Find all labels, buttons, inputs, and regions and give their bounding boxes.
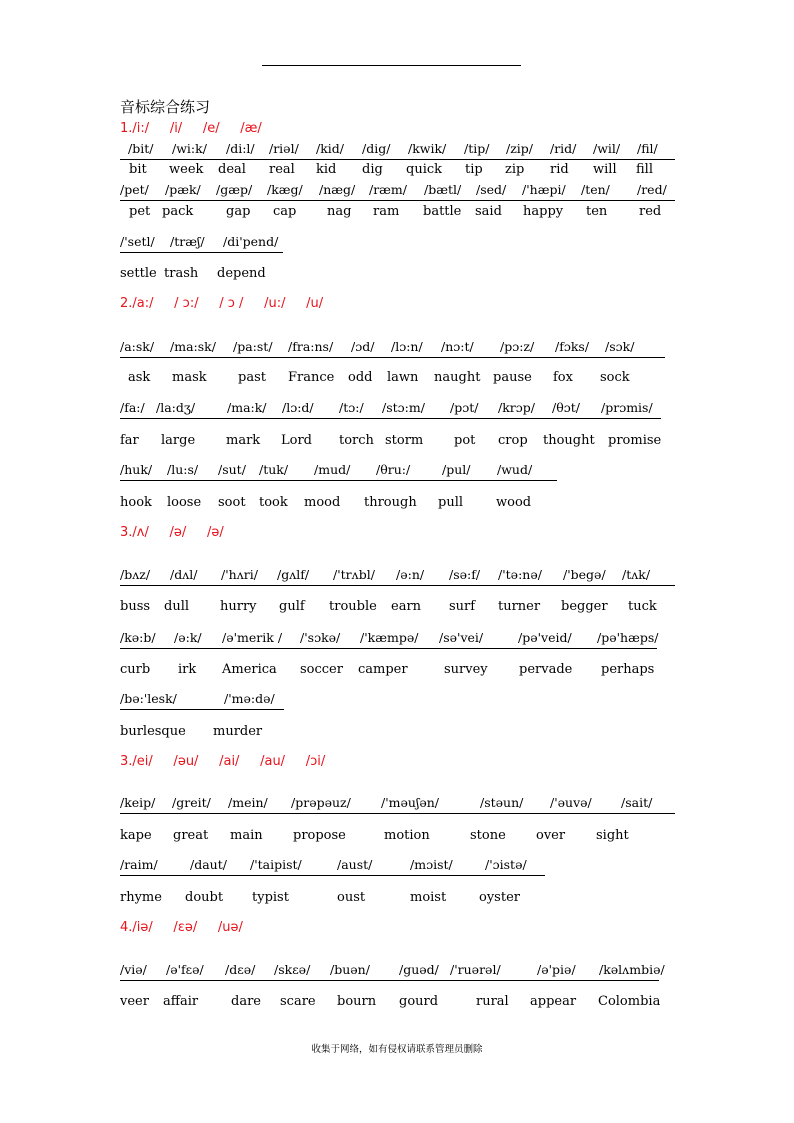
practice-word: naught (434, 370, 481, 385)
section-heading: 2./a:/ / ɔ:/ / ɔ / /u:/ /u/ (120, 296, 324, 311)
phonetic-transcription: /sed/ (476, 182, 507, 197)
phonetic-transcription: /stɔ:m/ (382, 400, 425, 415)
practice-word: burlesque (120, 724, 186, 739)
practice-word: hook (120, 495, 152, 510)
practice-word: pot (454, 433, 476, 448)
phonetic-transcription: /keip/ (120, 795, 156, 810)
phonetic-transcription: /sɔk/ (605, 339, 635, 354)
phonetic-transcription: /tɔ:/ (339, 400, 364, 415)
practice-word: lawn (387, 370, 419, 385)
practice-word: mood (304, 495, 341, 510)
phonetic-transcription: /di:l/ (226, 141, 255, 156)
practice-word: trash (164, 266, 199, 281)
practice-word: gulf (279, 599, 305, 614)
phonetic-row (120, 693, 284, 710)
practice-word: stone (470, 828, 506, 843)
phonetic-transcription: /stəun/ (480, 795, 524, 810)
phonetic-transcription: /'məuʃən/ (381, 795, 440, 810)
word-row (120, 600, 675, 616)
word-row (120, 663, 661, 679)
practice-word: doubt (185, 890, 224, 905)
phonetic-transcription: /'trʌbl/ (333, 567, 375, 582)
practice-word: murder (213, 724, 263, 739)
practice-word: America (222, 662, 277, 677)
phonetic-row (120, 402, 661, 419)
phonetic-transcription: /pɔ:z/ (500, 339, 535, 354)
phonetic-transcription: /fil/ (637, 141, 658, 156)
word-row (120, 163, 675, 179)
practice-word: bit (129, 162, 147, 177)
section-heading: 3./ʌ/ /ə/ /ə/ (120, 525, 224, 540)
practice-word: gourd (399, 994, 439, 1009)
phonetic-transcription: /tip/ (464, 141, 490, 156)
practice-word: gap (226, 204, 251, 219)
practice-word: ask (128, 370, 151, 385)
phonetic-transcription: /'hʌri/ (221, 567, 258, 582)
phonetic-transcription: /buən/ (330, 962, 370, 977)
practice-word: begger (561, 599, 608, 614)
practice-word: storm (385, 433, 424, 448)
practice-word: Colombia (598, 994, 661, 1009)
phonetic-transcription: /dig/ (362, 141, 391, 156)
phonetic-transcription: /ræm/ (369, 182, 408, 197)
practice-word: quick (406, 162, 443, 177)
phonetic-transcription: /wud/ (497, 462, 533, 477)
phonetic-transcription: /kid/ (316, 141, 344, 156)
phonetic-transcription: /nɔ:t/ (441, 339, 474, 354)
phonetic-transcription: /kəlʌmbiə/ (599, 962, 665, 977)
practice-word: dare (231, 994, 261, 1009)
practice-word: odd (348, 370, 373, 385)
phonetic-transcription: /træʃ/ (170, 234, 205, 249)
practice-word: tuck (628, 599, 657, 614)
page-title: 音标综合练习 (120, 98, 211, 116)
practice-word: said (475, 204, 502, 219)
phonetic-transcription: /bit/ (128, 141, 154, 156)
practice-word: surf (449, 599, 476, 614)
practice-word: red (639, 204, 662, 219)
practice-word: sight (596, 828, 629, 843)
phonetic-transcription: /pul/ (442, 462, 471, 477)
phonetic-transcription: /kə:b/ (120, 630, 156, 645)
practice-word: bourn (337, 994, 377, 1009)
phonetic-transcription: /tuk/ (259, 462, 289, 477)
phonetic-transcription: /dɛə/ (225, 962, 256, 977)
phonetic-transcription: /gæp/ (216, 182, 253, 197)
practice-word: rid (550, 162, 569, 177)
phonetic-transcription: /mud/ (314, 462, 351, 477)
phonetic-transcription: /la:dʒ/ (156, 400, 196, 415)
phonetic-transcription: /ə:k/ (174, 630, 202, 645)
phonetic-transcription: /viə/ (120, 962, 147, 977)
phonetic-transcription: /ma:sk/ (170, 339, 216, 354)
practice-word: typist (252, 890, 289, 905)
practice-word: oyster (479, 890, 520, 905)
phonetic-transcription: /fra:ns/ (288, 339, 334, 354)
phonetic-transcription: /kæg/ (267, 182, 303, 197)
practice-word: dig (362, 162, 383, 177)
phonetic-transcription: /sut/ (218, 462, 246, 477)
practice-word: turner (498, 599, 541, 614)
word-row (120, 829, 656, 845)
phonetic-transcription: /red/ (637, 182, 667, 197)
practice-word: hurry (220, 599, 257, 614)
practice-word: propose (293, 828, 346, 843)
practice-word: ten (586, 204, 608, 219)
phonetic-transcription: /pə'hæps/ (597, 630, 659, 645)
practice-word: pervade (519, 662, 573, 677)
practice-word: earn (391, 599, 422, 614)
phonetic-row (120, 962, 665, 981)
phonetic-transcription: /'ɔistə/ (485, 857, 527, 872)
phonetic-transcription: /sə'vei/ (439, 630, 484, 645)
practice-word: torch (339, 433, 374, 448)
practice-word: great (173, 828, 209, 843)
practice-word: pet (129, 204, 151, 219)
practice-word: mask (172, 370, 207, 385)
phonetic-transcription: /di'pend/ (223, 234, 279, 249)
practice-word: crop (498, 433, 528, 448)
practice-word: rural (476, 994, 509, 1009)
practice-word: fox (553, 370, 573, 385)
phonetic-transcription: /pæk/ (165, 182, 201, 197)
practice-word: soccer (300, 662, 343, 677)
phonetic-transcription: /fɔks/ (555, 339, 590, 354)
phonetic-transcription: /a:sk/ (120, 339, 155, 354)
phonetic-row (120, 797, 675, 814)
phonetic-transcription: /lɔ:d/ (282, 400, 314, 415)
phonetic-transcription: /prɔmis/ (601, 400, 653, 415)
top-rule (262, 65, 521, 66)
practice-word: battle (423, 204, 462, 219)
phonetic-transcription: /'mə:də/ (224, 691, 275, 706)
word-row (120, 434, 668, 450)
phonetic-transcription: /krɔp/ (498, 400, 535, 415)
phonetic-transcription: /pɔt/ (450, 400, 479, 415)
practice-word: survey (444, 662, 488, 677)
practice-word: fill (636, 162, 653, 177)
practice-word: Lord (281, 433, 312, 448)
practice-word: promise (608, 433, 662, 448)
practice-word: veer (120, 994, 149, 1009)
phonetic-row (120, 236, 283, 253)
phonetic-transcription: /kwik/ (408, 141, 447, 156)
phonetic-transcription: /θru:/ (376, 462, 411, 477)
phonetic-transcription: /'begə/ (563, 567, 606, 582)
practice-word: real (269, 162, 295, 177)
phonetic-transcription: /ə'merik / (222, 630, 283, 645)
phonetic-row (120, 464, 557, 481)
practice-word: thought (543, 433, 595, 448)
section-heading: 4./iə/ /ɛə/ /uə/ (120, 920, 243, 935)
page-footer: 收集于网络，如有侵权请联系管理员删除 (311, 1044, 483, 1055)
practice-word: zip (505, 162, 525, 177)
phonetic-transcription: /pə'veid/ (518, 630, 572, 645)
practice-word: oust (337, 890, 366, 905)
section-heading: 3./ei/ /əu/ /ai/ /au/ /ɔi/ (120, 754, 326, 769)
phonetic-transcription: /lɔ:n/ (391, 339, 423, 354)
phonetic-transcription: /næg/ (319, 182, 356, 197)
phonetic-transcription: /sə:f/ (449, 567, 481, 582)
phonetic-row (120, 859, 545, 876)
phonetic-transcription: /aust/ (337, 857, 373, 872)
practice-word: irk (178, 662, 197, 677)
practice-word: took (259, 495, 288, 510)
practice-word: trouble (329, 599, 377, 614)
practice-word: motion (384, 828, 430, 843)
practice-word: through (364, 495, 417, 510)
practice-word: far (120, 433, 139, 448)
phonetic-transcription: /bə:'lesk/ (120, 691, 177, 706)
practice-word: large (161, 433, 196, 448)
practice-word: appear (530, 994, 577, 1009)
phonetic-transcription: /'tə:nə/ (498, 567, 542, 582)
phonetic-transcription: /raim/ (120, 857, 158, 872)
practice-word: France (288, 370, 335, 385)
phonetic-transcription: /'hæpi/ (522, 182, 566, 197)
practice-word: kid (316, 162, 337, 177)
phonetic-transcription: /'sɔkə/ (300, 630, 341, 645)
practice-word: mark (226, 433, 261, 448)
practice-word: nag (327, 204, 352, 219)
phonetic-transcription: /greit/ (172, 795, 211, 810)
phonetic-transcription: /'ruərəl/ (450, 962, 501, 977)
phonetic-transcription: /'taipist/ (250, 857, 302, 872)
practice-word: deal (218, 162, 246, 177)
practice-word: pause (493, 370, 532, 385)
phonetic-transcription: /'kæmpə/ (360, 630, 419, 645)
phonetic-transcription: /huk/ (120, 462, 153, 477)
phonetic-row (120, 632, 657, 649)
phonetic-row (120, 569, 675, 586)
phonetic-transcription: /daut/ (190, 857, 227, 872)
phonetic-transcription: /wi:k/ (172, 141, 207, 156)
phonetic-transcription: /zip/ (506, 141, 534, 156)
word-row (120, 267, 277, 283)
phonetic-transcription: /ten/ (581, 182, 610, 197)
practice-word: week (169, 162, 204, 177)
phonetic-transcription: /lu:s/ (167, 462, 199, 477)
phonetic-transcription: /fa:/ (120, 400, 145, 415)
phonetic-transcription: /guəd/ (399, 962, 439, 977)
practice-word: ram (373, 204, 400, 219)
phonetic-transcription: /pa:st/ (233, 339, 273, 354)
practice-word: rhyme (120, 890, 162, 905)
practice-word: buss (120, 599, 151, 614)
practice-word: settle (120, 266, 157, 281)
phonetic-transcription: /wil/ (593, 141, 621, 156)
practice-word: past (238, 370, 266, 385)
phonetic-transcription: /rid/ (550, 141, 577, 156)
practice-word: tip (465, 162, 483, 177)
phonetic-transcription: /'setl/ (120, 234, 155, 249)
phonetic-transcription: /'əuvə/ (550, 795, 592, 810)
phonetic-transcription: /ə'piə/ (537, 962, 576, 977)
phonetic-transcription: /tʌk/ (622, 567, 651, 582)
practice-word: perhaps (601, 662, 655, 677)
practice-word: main (230, 828, 263, 843)
phonetic-transcription: /gʌlf/ (277, 567, 310, 582)
practice-word: curb (120, 662, 151, 677)
phonetic-transcription: /mein/ (228, 795, 268, 810)
word-row (120, 205, 675, 221)
practice-word: happy (523, 204, 564, 219)
phonetic-transcription: /ə:n/ (396, 567, 425, 582)
word-row (120, 371, 660, 387)
phonetic-transcription: /bʌz/ (120, 567, 151, 582)
section-heading: 1./i:/ /i/ /e/ /æ/ (120, 121, 262, 136)
word-row (120, 994, 661, 1011)
phonetic-transcription: /ə'fɛə/ (166, 962, 204, 977)
practice-word: soot (218, 495, 246, 510)
phonetic-transcription: /skɛə/ (274, 962, 311, 977)
practice-word: wood (496, 495, 532, 510)
word-row (120, 891, 539, 907)
phonetic-transcription: /θɔt/ (552, 400, 580, 415)
practice-word: scare (280, 994, 316, 1009)
phonetic-row (120, 184, 675, 201)
practice-word: will (593, 162, 617, 177)
word-row (120, 496, 556, 512)
practice-word: over (536, 828, 566, 843)
phonetic-transcription: /dʌl/ (170, 567, 198, 582)
phonetic-row (120, 341, 665, 358)
phonetic-transcription: /bætl/ (424, 182, 462, 197)
phonetic-transcription: /riəl/ (269, 141, 299, 156)
practice-word: pull (438, 495, 464, 510)
word-row (120, 725, 273, 741)
phonetic-transcription: /ma:k/ (227, 400, 267, 415)
phonetic-transcription: /ɔd/ (351, 339, 375, 354)
practice-word: kape (120, 828, 152, 843)
practice-word: depend (217, 266, 266, 281)
practice-word: cap (273, 204, 297, 219)
phonetic-transcription: /mɔist/ (410, 857, 453, 872)
phonetic-transcription: /sait/ (621, 795, 653, 810)
practice-word: affair (163, 994, 199, 1009)
practice-word: dull (164, 599, 190, 614)
practice-word: moist (410, 890, 447, 905)
practice-word: camper (358, 662, 408, 677)
phonetic-transcription: /prəpəuz/ (291, 795, 351, 810)
phonetic-transcription: /pet/ (120, 182, 149, 197)
practice-word: loose (167, 495, 202, 510)
practice-word: pack (162, 204, 194, 219)
phonetic-row (120, 143, 675, 160)
practice-word: sock (600, 370, 630, 385)
